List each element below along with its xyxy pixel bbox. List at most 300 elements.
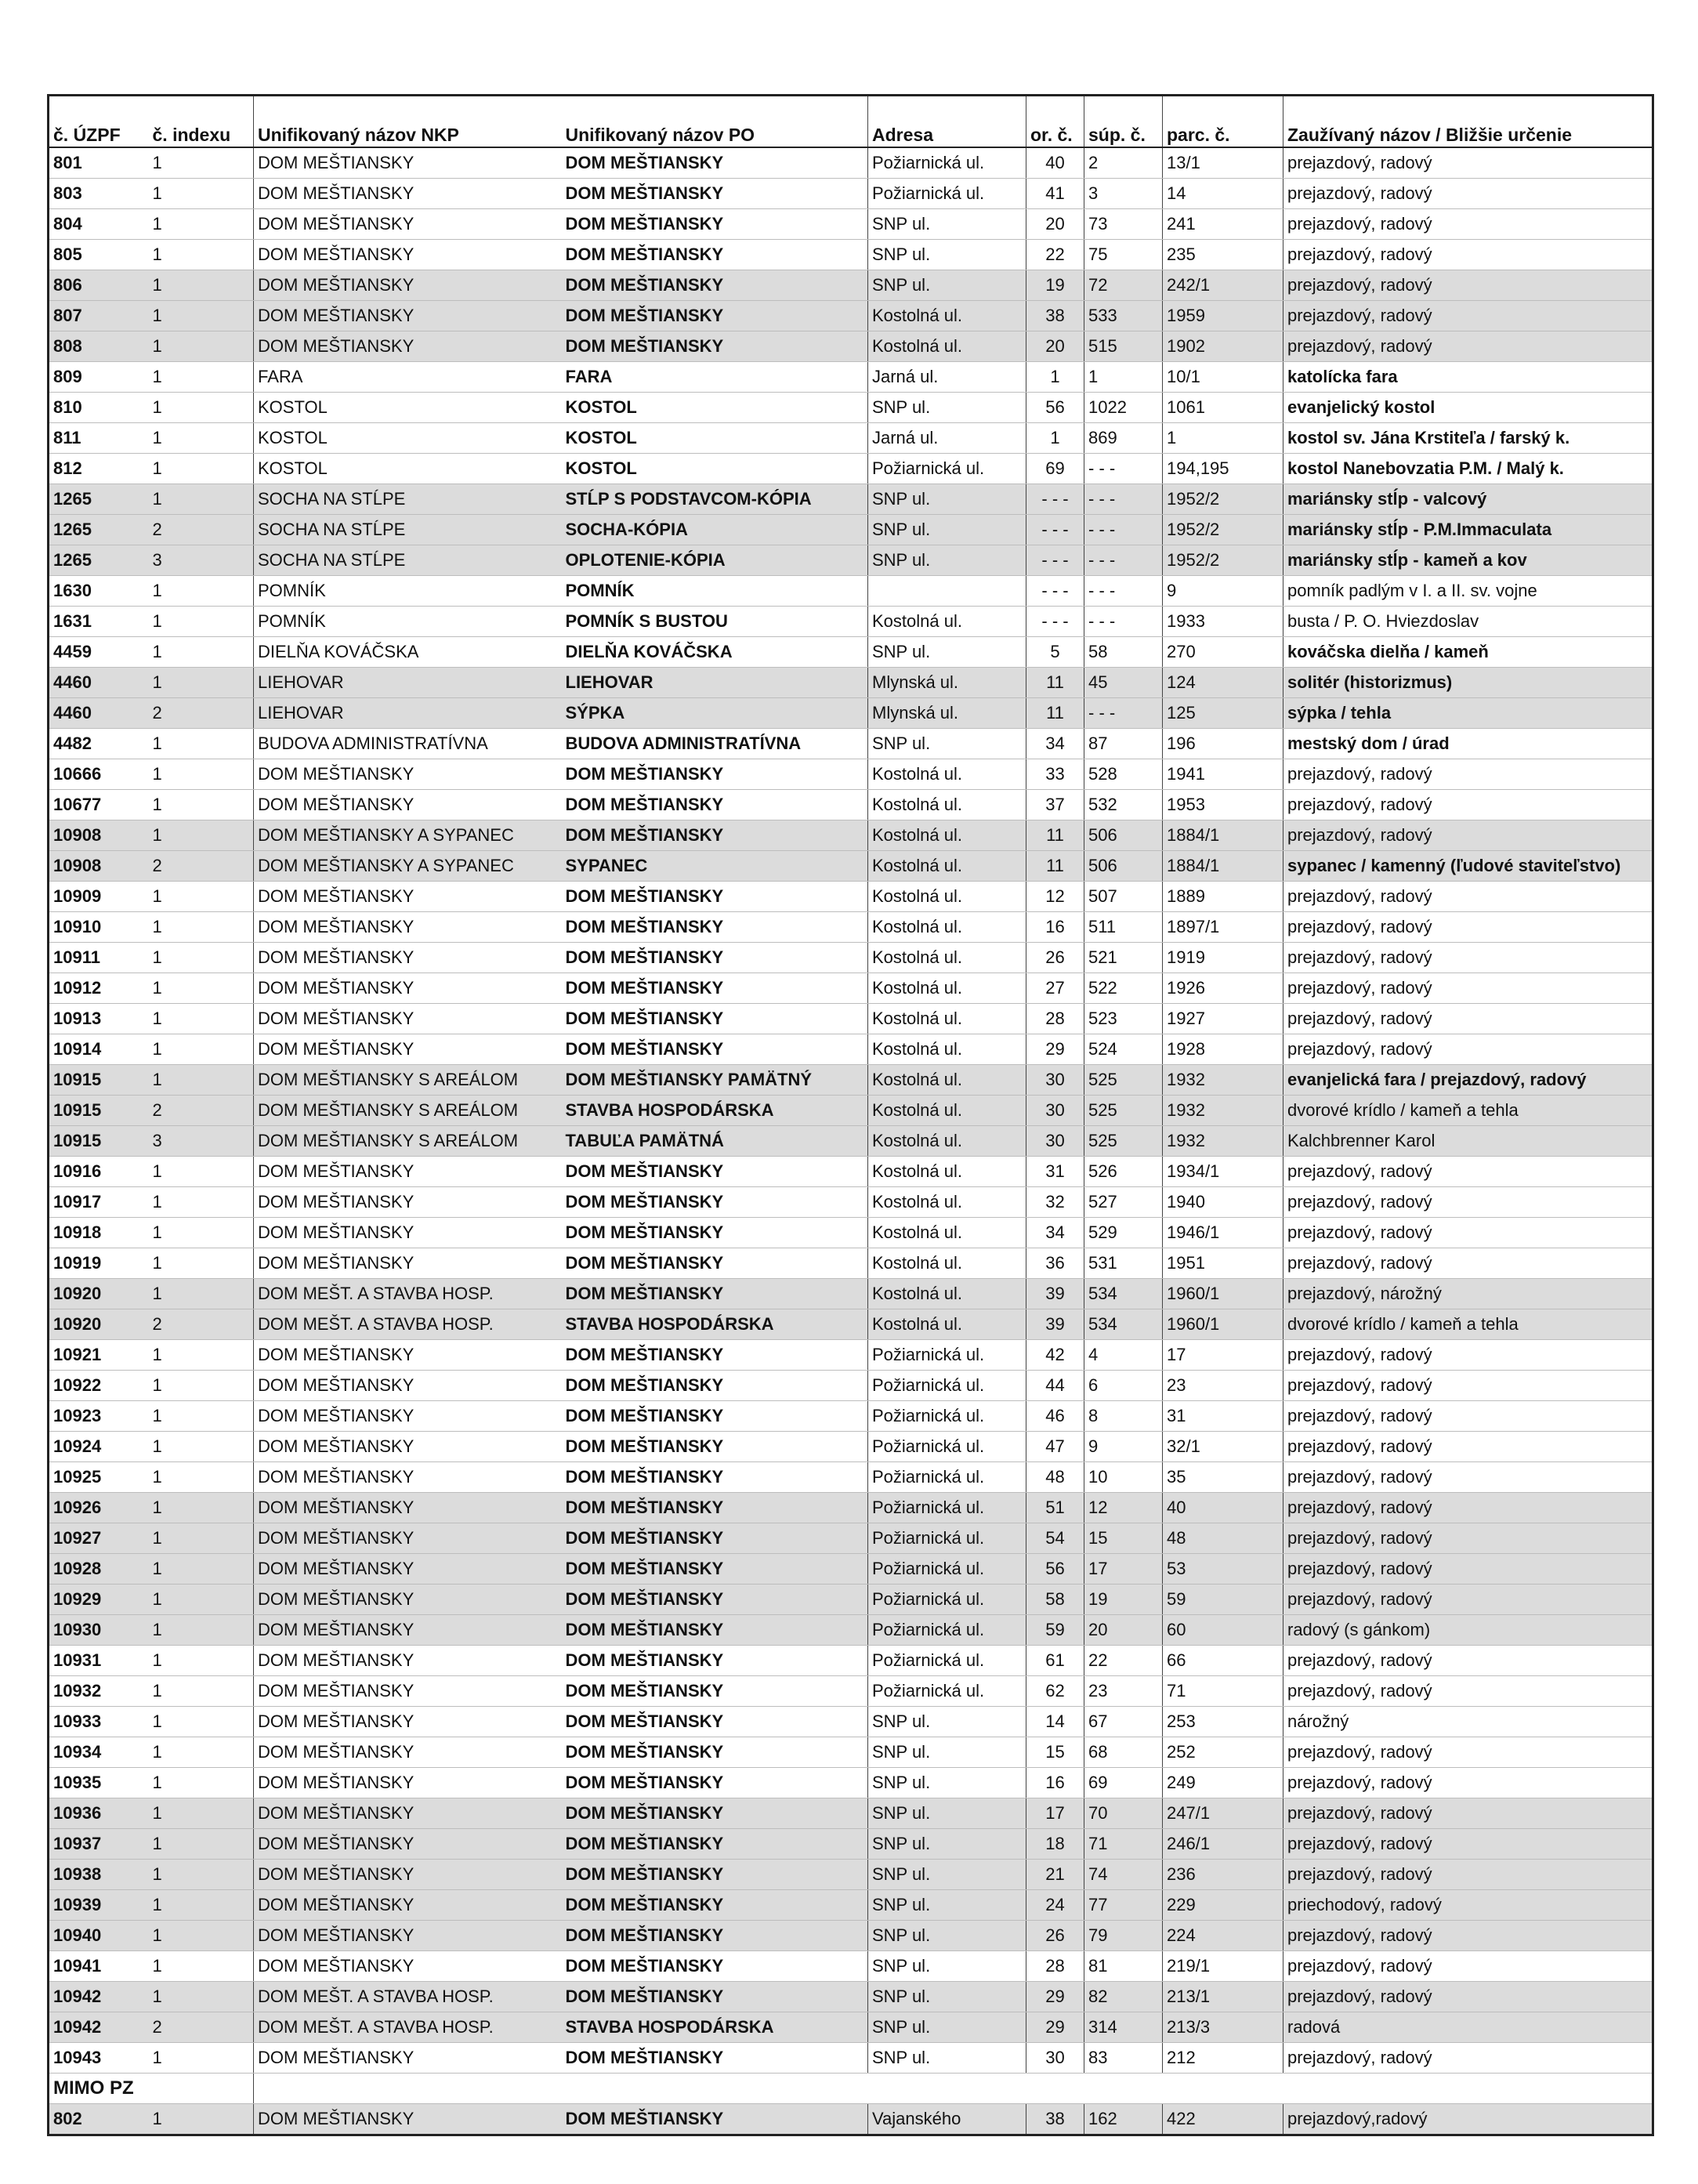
- cell-or-number: 30: [1026, 1065, 1084, 1096]
- cell-common-name: dvorové krídlo / kameň a tehla: [1283, 1309, 1653, 1340]
- cell-nkp-name: DOM MEŠTIANSKY: [254, 179, 562, 209]
- cell-index: 2: [149, 2012, 254, 2043]
- cell-parc-number: 1932: [1163, 1096, 1283, 1126]
- cell-nkp-name: DOM MEŠTIANSKY: [254, 943, 562, 973]
- table-row: [49, 454, 1653, 484]
- cell-address: Kostolná ul.: [868, 1157, 1026, 1187]
- cell-index: 1: [149, 1004, 254, 1034]
- cell-or-number: 22: [1026, 240, 1084, 270]
- cell-common-name: mariánsky stĺp - kameň a kov: [1283, 545, 1653, 576]
- cell-po-name: SYPANEC: [562, 851, 868, 882]
- header-common-name: Zaužívaný názov / Bližšie určenie: [1283, 96, 1653, 148]
- cell-nkp-name: DOM MEŠT. A STAVBA HOSP.: [254, 1279, 562, 1309]
- cell-address: SNP ul.: [868, 1829, 1026, 1860]
- cell-or-number: 56: [1026, 1554, 1084, 1585]
- cell-po-name: KOSTOL: [562, 393, 868, 423]
- cell-address: Mlynská ul.: [868, 668, 1026, 698]
- cell-common-name: prejazdový, radový: [1283, 179, 1653, 209]
- cell-or-number: 16: [1026, 1768, 1084, 1798]
- cell-sup-number: 507: [1084, 882, 1163, 912]
- cell-or-number: - - -: [1026, 484, 1084, 515]
- cell-index: 1: [149, 1951, 254, 1982]
- cell-uzpf: 10931: [49, 1646, 149, 1676]
- cell-uzpf: 10936: [49, 1798, 149, 1829]
- cell-parc-number: 35: [1163, 1462, 1283, 1493]
- cell-po-name: DOM MEŠTIANSKY: [562, 1493, 868, 1523]
- cell-uzpf: 808: [49, 331, 149, 362]
- section-label: MIMO PZ: [49, 2074, 254, 2104]
- cell-address: Kostolná ul.: [868, 943, 1026, 973]
- cell-nkp-name: DOM MEŠTIANSKY: [254, 912, 562, 943]
- cell-address: Požiarnická ul.: [868, 1554, 1026, 1585]
- cell-address: SNP ul.: [868, 1921, 1026, 1951]
- cell-parc-number: 213/1: [1163, 1982, 1283, 2012]
- cell-or-number: 11: [1026, 668, 1084, 698]
- cell-address: Jarná ul.: [868, 362, 1026, 393]
- cell-address: SNP ul.: [868, 2012, 1026, 2043]
- cell-index: 1: [149, 1798, 254, 1829]
- cell-uzpf: 10930: [49, 1615, 149, 1646]
- table-row: [49, 637, 1653, 668]
- cell-po-name: DOM MEŠTIANSKY: [562, 301, 868, 331]
- cell-index: 1: [149, 973, 254, 1004]
- table-row: [49, 1493, 1653, 1523]
- cell-uzpf: 10920: [49, 1279, 149, 1309]
- cell-sup-number: 20: [1084, 1615, 1163, 1646]
- cell-or-number: 1: [1026, 362, 1084, 393]
- cell-parc-number: 1934/1: [1163, 1157, 1283, 1187]
- cell-sup-number: 8: [1084, 1401, 1163, 1432]
- cell-sup-number: 511: [1084, 912, 1163, 943]
- cell-address: Požiarnická ul.: [868, 1585, 1026, 1615]
- cell-sup-number: - - -: [1084, 545, 1163, 576]
- cell-nkp-name: DOM MEŠTIANSKY: [254, 1798, 562, 1829]
- cell-nkp-name: LIEHOVAR: [254, 668, 562, 698]
- cell-nkp-name: DOM MEŠTIANSKY S AREÁLOM: [254, 1096, 562, 1126]
- cell-po-name: DOM MEŠTIANSKY: [562, 1829, 868, 1860]
- cell-nkp-name: KOSTOL: [254, 423, 562, 454]
- table-row: [49, 1615, 1653, 1646]
- cell-nkp-name: POMNÍK: [254, 607, 562, 637]
- cell-parc-number: 422: [1163, 2104, 1283, 2135]
- cell-sup-number: - - -: [1084, 454, 1163, 484]
- cell-uzpf: 1265: [49, 484, 149, 515]
- table-row: [49, 668, 1653, 698]
- cell-address: SNP ul.: [868, 1798, 1026, 1829]
- cell-parc-number: 224: [1163, 1921, 1283, 1951]
- cell-nkp-name: DOM MEŠTIANSKY: [254, 1646, 562, 1676]
- header-sup-number: súp. č.: [1084, 96, 1163, 148]
- cell-sup-number: 71: [1084, 1829, 1163, 1860]
- cell-uzpf: 4460: [49, 698, 149, 729]
- cell-uzpf: 10912: [49, 973, 149, 1004]
- cell-uzpf: 10939: [49, 1890, 149, 1921]
- cell-parc-number: 213/3: [1163, 2012, 1283, 2043]
- cell-address: SNP ul.: [868, 484, 1026, 515]
- cell-or-number: - - -: [1026, 607, 1084, 637]
- cell-address: Kostolná ul.: [868, 1126, 1026, 1157]
- cell-po-name: DOM MEŠTIANSKY: [562, 1462, 868, 1493]
- cell-address: Kostolná ul.: [868, 1279, 1026, 1309]
- cell-uzpf: 10917: [49, 1187, 149, 1218]
- cell-po-name: DOM MEŠTIANSKY: [562, 331, 868, 362]
- cell-address: SNP ul.: [868, 1860, 1026, 1890]
- cell-or-number: 12: [1026, 882, 1084, 912]
- cell-address: Kostolná ul.: [868, 851, 1026, 882]
- cell-common-name: radový (s gánkom): [1283, 1615, 1653, 1646]
- cell-address: [868, 576, 1026, 607]
- cell-parc-number: 9: [1163, 576, 1283, 607]
- cell-or-number: 30: [1026, 1126, 1084, 1157]
- cell-po-name: DOM MEŠTIANSKY: [562, 1860, 868, 1890]
- cell-common-name: prejazdový, radový: [1283, 1585, 1653, 1615]
- cell-index: 1: [149, 1432, 254, 1462]
- cell-or-number: 29: [1026, 1034, 1084, 1065]
- cell-parc-number: 13/1: [1163, 147, 1283, 179]
- cell-parc-number: 125: [1163, 698, 1283, 729]
- cell-address: SNP ul.: [868, 1737, 1026, 1768]
- cell-sup-number: 531: [1084, 1248, 1163, 1279]
- cell-common-name: prejazdový, radový: [1283, 331, 1653, 362]
- cell-index: 2: [149, 1309, 254, 1340]
- cell-common-name: prejazdový, radový: [1283, 820, 1653, 851]
- cell-po-name: DOM MEŠTIANSKY: [562, 1523, 868, 1554]
- cell-nkp-name: DOM MEŠTIANSKY: [254, 1829, 562, 1860]
- table-row: [49, 1798, 1653, 1829]
- cell-parc-number: 32/1: [1163, 1432, 1283, 1462]
- cell-index: 1: [149, 2043, 254, 2074]
- cell-common-name: prejazdový, radový: [1283, 1004, 1653, 1034]
- cell-uzpf: 10919: [49, 1248, 149, 1279]
- cell-po-name: DOM MEŠTIANSKY: [562, 1768, 868, 1798]
- cell-uzpf: 10942: [49, 2012, 149, 2043]
- cell-sup-number: 75: [1084, 240, 1163, 270]
- cell-address: SNP ul.: [868, 1982, 1026, 2012]
- cell-sup-number: 525: [1084, 1065, 1163, 1096]
- cell-sup-number: 72: [1084, 270, 1163, 301]
- cell-index: 1: [149, 1065, 254, 1096]
- cell-nkp-name: DOM MEŠTIANSKY: [254, 759, 562, 790]
- cell-po-name: DOM MEŠTIANSKY: [562, 1187, 868, 1218]
- cell-index: 1: [149, 820, 254, 851]
- cell-sup-number: 4: [1084, 1340, 1163, 1371]
- cell-or-number: 29: [1026, 2012, 1084, 2043]
- cell-index: 1: [149, 1615, 254, 1646]
- cell-index: 1: [149, 270, 254, 301]
- cell-index: 1: [149, 1676, 254, 1707]
- cell-nkp-name: DOM MEŠTIANSKY: [254, 882, 562, 912]
- cell-sup-number: 45: [1084, 668, 1163, 698]
- cell-index: 1: [149, 729, 254, 759]
- cell-sup-number: 82: [1084, 1982, 1163, 2012]
- cell-parc-number: 1: [1163, 423, 1283, 454]
- cell-parc-number: 253: [1163, 1707, 1283, 1737]
- cell-uzpf: 10922: [49, 1371, 149, 1401]
- cell-sup-number: 525: [1084, 1126, 1163, 1157]
- table-row: [49, 1523, 1653, 1554]
- cell-uzpf: 10915: [49, 1065, 149, 1096]
- cell-nkp-name: DOM MEŠTIANSKY: [254, 1340, 562, 1371]
- cell-sup-number: 526: [1084, 1157, 1163, 1187]
- table-row: [49, 1096, 1653, 1126]
- table-row: [49, 2012, 1653, 2043]
- cell-common-name: pomník padlým v I. a II. sv. vojne: [1283, 576, 1653, 607]
- cell-po-name: STAVBA HOSPODÁRSKA: [562, 1309, 868, 1340]
- cell-sup-number: 79: [1084, 1921, 1163, 1951]
- cell-parc-number: 270: [1163, 637, 1283, 668]
- cell-common-name: kováčska dielňa / kameň: [1283, 637, 1653, 668]
- cell-sup-number: 6: [1084, 1371, 1163, 1401]
- header-row: [49, 96, 1653, 148]
- cell-po-name: DOM MEŠTIANSKY: [562, 2104, 868, 2135]
- cell-nkp-name: DOM MEŠTIANSKY: [254, 331, 562, 362]
- cell-address: Požiarnická ul.: [868, 1493, 1026, 1523]
- cell-po-name: TABUĽA PAMÄTNÁ: [562, 1126, 868, 1157]
- cell-nkp-name: DOM MEŠTIANSKY: [254, 1432, 562, 1462]
- cell-parc-number: 1889: [1163, 882, 1283, 912]
- cell-uzpf: 10914: [49, 1034, 149, 1065]
- cell-po-name: LIEHOVAR: [562, 668, 868, 698]
- cell-nkp-name: LIEHOVAR: [254, 698, 562, 729]
- cell-common-name: prejazdový, radový: [1283, 1340, 1653, 1371]
- cell-nkp-name: DOM MEŠTIANSKY: [254, 1951, 562, 1982]
- cell-sup-number: - - -: [1084, 698, 1163, 729]
- table-row: [49, 393, 1653, 423]
- cell-uzpf: 10928: [49, 1554, 149, 1585]
- cell-uzpf: 1631: [49, 607, 149, 637]
- table-row: [49, 882, 1653, 912]
- cell-parc-number: 252: [1163, 1737, 1283, 1768]
- cell-address: Kostolná ul.: [868, 1248, 1026, 1279]
- cell-po-name: DOM MEŠTIANSKY: [562, 1340, 868, 1371]
- cell-or-number: 34: [1026, 1218, 1084, 1248]
- table-row: [49, 1982, 1653, 2012]
- cell-common-name: prejazdový, radový: [1283, 1982, 1653, 2012]
- cell-or-number: 44: [1026, 1371, 1084, 1401]
- cell-sup-number: 534: [1084, 1279, 1163, 1309]
- cell-index: 1: [149, 1462, 254, 1493]
- cell-or-number: 26: [1026, 943, 1084, 973]
- cell-or-number: 46: [1026, 1401, 1084, 1432]
- cell-po-name: DOM MEŠTIANSKY: [562, 1034, 868, 1065]
- table-row: [49, 1432, 1653, 1462]
- cell-nkp-name: DOM MEŠTIANSKY: [254, 1768, 562, 1798]
- cell-or-number: 51: [1026, 1493, 1084, 1523]
- cell-nkp-name: DOM MEŠTIANSKY: [254, 790, 562, 820]
- cell-parc-number: 219/1: [1163, 1951, 1283, 1982]
- section-row-mimo-pz: [49, 2074, 1653, 2104]
- cell-uzpf: 10934: [49, 1737, 149, 1768]
- cell-address: Požiarnická ul.: [868, 1371, 1026, 1401]
- cell-address: Požiarnická ul.: [868, 1462, 1026, 1493]
- cell-index: 1: [149, 1585, 254, 1615]
- cell-parc-number: 1960/1: [1163, 1309, 1283, 1340]
- cell-uzpf: 803: [49, 179, 149, 209]
- cell-common-name: prejazdový, radový: [1283, 1798, 1653, 1829]
- cell-nkp-name: DOM MEŠTIANSKY: [254, 1004, 562, 1034]
- cell-address: Kostolná ul.: [868, 882, 1026, 912]
- header-parc-number: parc. č.: [1163, 96, 1283, 148]
- header-nkp-name: Unifikovaný názov NKP: [254, 96, 562, 148]
- cell-sup-number: 534: [1084, 1309, 1163, 1340]
- cell-uzpf: 10908: [49, 820, 149, 851]
- cell-sup-number: 515: [1084, 331, 1163, 362]
- cell-or-number: 28: [1026, 1004, 1084, 1034]
- cell-address: Vajanského: [868, 2104, 1026, 2135]
- cell-common-name: prejazdový, radový: [1283, 943, 1653, 973]
- cell-address: SNP ul.: [868, 393, 1026, 423]
- cell-po-name: DOM MEŠTIANSKY: [562, 1157, 868, 1187]
- cell-common-name: prejazdový, radový: [1283, 1034, 1653, 1065]
- cell-or-number: 39: [1026, 1279, 1084, 1309]
- cell-index: 1: [149, 1890, 254, 1921]
- cell-sup-number: 1: [1084, 362, 1163, 393]
- cell-po-name: KOSTOL: [562, 423, 868, 454]
- cell-parc-number: 1928: [1163, 1034, 1283, 1065]
- cell-common-name: prejazdový, nárožný: [1283, 1279, 1653, 1309]
- cell-index: 1: [149, 1187, 254, 1218]
- cell-parc-number: 249: [1163, 1768, 1283, 1798]
- cell-or-number: 20: [1026, 209, 1084, 240]
- table-row: [49, 1951, 1653, 1982]
- cell-index: 1: [149, 179, 254, 209]
- cell-uzpf: 10926: [49, 1493, 149, 1523]
- cell-sup-number: - - -: [1084, 576, 1163, 607]
- cell-or-number: 56: [1026, 393, 1084, 423]
- header-or-number: or. č.: [1026, 96, 1084, 148]
- cell-uzpf: 804: [49, 209, 149, 240]
- cell-po-name: DOM MEŠTIANSKY: [562, 209, 868, 240]
- table-row: [49, 301, 1653, 331]
- cell-sup-number: 17: [1084, 1554, 1163, 1585]
- table-row: [49, 912, 1653, 943]
- cell-or-number: 29: [1026, 1982, 1084, 2012]
- cell-parc-number: 1926: [1163, 973, 1283, 1004]
- cell-nkp-name: DOM MEŠTIANSKY: [254, 270, 562, 301]
- cell-po-name: DOM MEŠTIANSKY: [562, 240, 868, 270]
- cell-uzpf: 10925: [49, 1462, 149, 1493]
- cell-index: 1: [149, 209, 254, 240]
- table-row: [49, 1585, 1653, 1615]
- cell-parc-number: 1946/1: [1163, 1218, 1283, 1248]
- table-row: [49, 1371, 1653, 1401]
- cell-address: Kostolná ul.: [868, 820, 1026, 851]
- cell-nkp-name: DOM MEŠTIANSKY: [254, 2104, 562, 2135]
- cell-index: 1: [149, 668, 254, 698]
- cell-nkp-name: POMNÍK: [254, 576, 562, 607]
- cell-parc-number: 10/1: [1163, 362, 1283, 393]
- cell-sup-number: - - -: [1084, 515, 1163, 545]
- cell-address: Požiarnická ul.: [868, 1523, 1026, 1554]
- table-row: [49, 1157, 1653, 1187]
- cell-index: 1: [149, 423, 254, 454]
- cell-parc-number: 196: [1163, 729, 1283, 759]
- cell-common-name: busta / P. O. Hviezdoslav: [1283, 607, 1653, 637]
- cell-or-number: 54: [1026, 1523, 1084, 1554]
- cell-or-number: - - -: [1026, 576, 1084, 607]
- cell-sup-number: 19: [1084, 1585, 1163, 1615]
- cell-sup-number: - - -: [1084, 484, 1163, 515]
- cell-sup-number: 3: [1084, 179, 1163, 209]
- cell-common-name: radová: [1283, 2012, 1653, 2043]
- cell-address: Požiarnická ul.: [868, 454, 1026, 484]
- cell-address: SNP ul.: [868, 637, 1026, 668]
- cell-common-name: prejazdový, radový: [1283, 240, 1653, 270]
- cell-po-name: DOM MEŠTIANSKY: [562, 1432, 868, 1462]
- cell-index: 1: [149, 790, 254, 820]
- cell-index: 1: [149, 393, 254, 423]
- cell-index: 1: [149, 1523, 254, 1554]
- table-row: [49, 1890, 1653, 1921]
- cell-address: SNP ul.: [868, 545, 1026, 576]
- cell-nkp-name: DOM MEŠTIANSKY: [254, 147, 562, 179]
- cell-po-name: DOM MEŠTIANSKY: [562, 1707, 868, 1737]
- cell-sup-number: 12: [1084, 1493, 1163, 1523]
- cell-index: 1: [149, 1554, 254, 1585]
- cell-parc-number: 40: [1163, 1493, 1283, 1523]
- cell-po-name: POMNÍK: [562, 576, 868, 607]
- table-row: [49, 484, 1653, 515]
- cell-uzpf: 10933: [49, 1707, 149, 1737]
- cell-address: Kostolná ul.: [868, 1004, 1026, 1034]
- cell-uzpf: 10932: [49, 1676, 149, 1707]
- cell-common-name: prejazdový,radový: [1283, 2104, 1653, 2135]
- table-row: [49, 331, 1653, 362]
- cell-parc-number: 212: [1163, 2043, 1283, 2074]
- cell-address: Kostolná ul.: [868, 912, 1026, 943]
- cell-or-number: 30: [1026, 1096, 1084, 1126]
- cell-sup-number: 87: [1084, 729, 1163, 759]
- cell-po-name: DOM MEŠTIANSKY: [562, 1218, 868, 1248]
- cell-index: 1: [149, 454, 254, 484]
- cell-uzpf: 10940: [49, 1921, 149, 1951]
- table-row: [49, 698, 1653, 729]
- cell-uzpf: 809: [49, 362, 149, 393]
- header-index: č. indexu: [149, 96, 254, 148]
- cell-parc-number: 1902: [1163, 331, 1283, 362]
- cell-or-number: 18: [1026, 1829, 1084, 1860]
- cell-common-name: prejazdový, radový: [1283, 790, 1653, 820]
- cell-parc-number: 1933: [1163, 607, 1283, 637]
- cell-common-name: prejazdový, radový: [1283, 882, 1653, 912]
- cell-po-name: DOM MEŠTIANSKY: [562, 1890, 868, 1921]
- cell-uzpf: 10920: [49, 1309, 149, 1340]
- cell-sup-number: 70: [1084, 1798, 1163, 1829]
- table-row: [49, 973, 1653, 1004]
- table-row: [49, 1554, 1653, 1585]
- cell-or-number: 61: [1026, 1646, 1084, 1676]
- table-row: [49, 362, 1653, 393]
- cell-parc-number: 1884/1: [1163, 851, 1283, 882]
- cell-index: 1: [149, 1646, 254, 1676]
- cell-or-number: 34: [1026, 729, 1084, 759]
- cell-common-name: prejazdový, radový: [1283, 1951, 1653, 1982]
- cell-or-number: 21: [1026, 1860, 1084, 1890]
- cell-index: 1: [149, 1034, 254, 1065]
- cell-parc-number: 1927: [1163, 1004, 1283, 1034]
- cell-index: 2: [149, 698, 254, 729]
- table-row: [49, 270, 1653, 301]
- table-row: [49, 1340, 1653, 1371]
- cell-po-name: DOM MEŠTIANSKY: [562, 820, 868, 851]
- cell-index: 3: [149, 545, 254, 576]
- cell-nkp-name: FARA: [254, 362, 562, 393]
- table-row: [49, 820, 1653, 851]
- cell-nkp-name: DOM MEŠTIANSKY: [254, 1585, 562, 1615]
- cell-index: 1: [149, 637, 254, 668]
- cell-or-number: 38: [1026, 301, 1084, 331]
- cell-or-number: 39: [1026, 1309, 1084, 1340]
